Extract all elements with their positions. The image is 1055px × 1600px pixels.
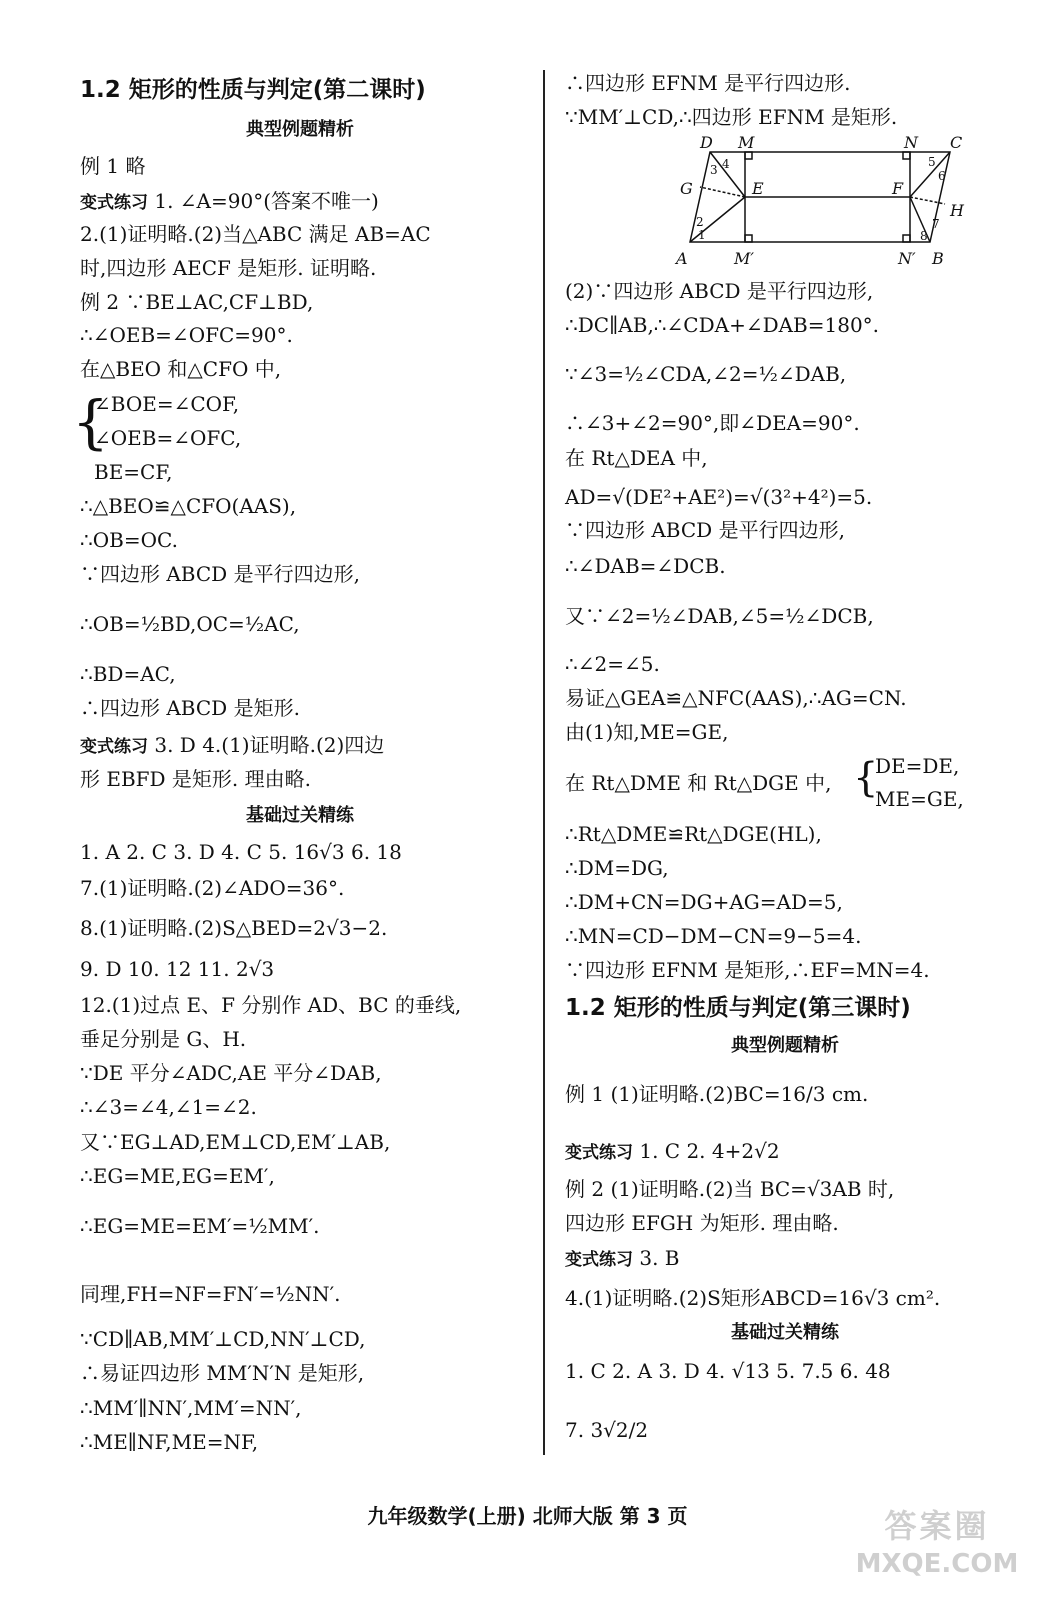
text-line: ∵四边形 ABCD 是平行四边形,	[565, 518, 845, 542]
angle-6: 6	[938, 169, 946, 183]
text-line: 变式练习 3. D 4.(1)证明略.(2)四边	[80, 733, 385, 757]
text-line: 又∵∠2=½∠DAB,∠5=½∠DCB,	[565, 604, 874, 628]
text-line: 1. C 2. A 3. D 4. √13 5. 7.5 6. 48	[565, 1359, 891, 1383]
text-line: ∴BD=AC,	[80, 662, 176, 686]
text-line: ∴∠3+∠2=90°,即∠DEA=90°.	[565, 411, 860, 435]
text-line: 由(1)知,ME=GE,	[565, 720, 729, 744]
subheading: 典型例题精析	[246, 119, 354, 140]
text-line: ∠OEB=∠OFC,	[94, 426, 242, 450]
text-line: 12.(1)过点 E、F 分别作 AD、BC 的垂线,	[80, 993, 462, 1017]
text-line: ∴Rt△DME≌Rt△DGE(HL),	[565, 822, 822, 846]
text-line: ∵∠3=½∠CDA,∠2=½∠DAB,	[565, 362, 847, 386]
text-line: 8.(1)证明略.(2)S△BED=2√3−2.	[80, 916, 388, 940]
angle-7: 7	[932, 217, 940, 231]
text-line: 例 2 ∵BE⊥AC,CF⊥BD,	[80, 290, 314, 314]
text-line: 2.(1)证明略.(2)当△ABC 满足 AB=AC	[80, 222, 431, 246]
text-line: ∴∠2=∠5.	[565, 652, 660, 676]
text-line: ∴DM+CN=DG+AG=AD=5,	[565, 890, 843, 914]
text-line: DE=DE,	[875, 754, 960, 778]
text-line: ∴∠DAB=∠DCB.	[565, 554, 726, 578]
label-M: M	[738, 133, 755, 152]
label-M-prime: M′	[734, 249, 755, 268]
text-line: ∴EG=ME=EM′=½MM′.	[80, 1214, 320, 1238]
text-line: (2)∵四边形 ABCD 是平行四边形,	[565, 279, 874, 303]
text-line: ∴EG=ME,EG=EM′,	[80, 1164, 275, 1188]
label-F: F	[892, 179, 904, 198]
label-N: N	[904, 133, 918, 152]
text-line: 例 1 (1)证明略.(2)BC=16/3 cm.	[565, 1082, 869, 1106]
brace: {	[853, 755, 879, 801]
text-line: ∠BOE=∠COF,	[94, 392, 240, 416]
text-line: 例 2 (1)证明略.(2)当 BC=√3AB 时,	[565, 1177, 895, 1201]
practice-label: 变式练习	[565, 1143, 633, 1163]
text-line: 7. 3√2/2	[565, 1418, 649, 1442]
angle-1: 1	[698, 228, 706, 242]
text-line: ∴MM′∥NN′,MM′=NN′,	[80, 1396, 302, 1420]
text-line: 变式练习 1. C 2. 4+2√2	[565, 1139, 780, 1163]
subheading: 典型例题精析	[731, 1035, 839, 1056]
text-line: ∵DE 平分∠ADC,AE 平分∠DAB,	[80, 1061, 382, 1085]
text-line: ∴MN=CD−DM−CN=9−5=4.	[565, 924, 862, 948]
text-line: 垂足分别是 G、H.	[80, 1027, 247, 1051]
subheading: 基础过关精练	[731, 1322, 839, 1343]
text-line: ∵CD∥AB,MM′⊥CD,NN′⊥CD,	[80, 1327, 366, 1351]
text-line: 4.(1)证明略.(2)S矩形ABCD=16√3 cm².	[565, 1286, 941, 1310]
text-line: ∴△BEO≌△CFO(AAS),	[80, 494, 297, 518]
watermark-logo	[837, 1505, 1037, 1595]
text-line: ∵四边形 ABCD 是平行四边形,	[80, 562, 360, 586]
label-G: G	[680, 179, 693, 198]
section-title: 1.2 矩形的性质与判定(第二课时)	[80, 77, 426, 103]
label-H: H	[950, 201, 964, 220]
text-line: ∴四边形 EFNM 是平行四边形.	[565, 71, 851, 95]
text-line: 易证△GEA≌△NFC(AAS),∴AG=CN.	[565, 686, 907, 710]
angle-3: 3	[710, 163, 718, 177]
label-E: E	[752, 179, 764, 198]
text-line: ∴DC∥AB,∴∠CDA+∠DAB=180°.	[565, 313, 880, 337]
text-line: ∴OB=½BD,OC=½AC,	[80, 612, 300, 636]
brace: {	[72, 388, 109, 456]
text-line: ∴DM=DG,	[565, 856, 669, 880]
text-line: 在 Rt△DME 和 Rt△DGE 中,	[565, 771, 832, 795]
text-line: 例 1 略	[80, 154, 146, 178]
parallelogram-figure	[670, 132, 990, 272]
text-line: ∴∠OEB=∠OFC=90°.	[80, 323, 293, 347]
text-line: 7.(1)证明略.(2)∠ADO=36°.	[80, 876, 345, 900]
angle-4: 4	[722, 157, 730, 171]
subheading: 基础过关精练	[246, 805, 354, 826]
text-line: ME=GE,	[875, 787, 964, 811]
text-line: 9. D 10. 12 11. 2√3	[80, 957, 275, 981]
text-line: 变式练习 3. B	[565, 1246, 680, 1270]
section-title: 1.2 矩形的性质与判定(第三课时)	[565, 995, 911, 1021]
label-A: A	[676, 249, 688, 268]
angle-8: 8	[920, 229, 928, 243]
watermark-url: MXQE.COM	[855, 1549, 1019, 1579]
text-line: ∴OB=OC.	[80, 528, 178, 552]
angle-2: 2	[696, 215, 704, 229]
text-line: 形 EBFD 是矩形. 理由略.	[80, 767, 311, 791]
text-line: 四边形 EFGH 为矩形. 理由略.	[565, 1211, 839, 1235]
label-C: C	[950, 133, 963, 152]
practice-label: 变式练习	[80, 737, 148, 757]
label-N-prime: N′	[898, 249, 916, 268]
text-line: ∴∠3=∠4,∠1=∠2.	[80, 1095, 257, 1119]
label-B: B	[932, 249, 944, 268]
watermark-text: 答案圈	[884, 1507, 990, 1545]
text-line: 同理,FH=NF=FN′=½NN′.	[80, 1282, 341, 1306]
angle-5: 5	[928, 155, 936, 169]
text-line: 时,四边形 AECF 是矩形. 证明略.	[80, 256, 377, 280]
practice-label: 变式练习	[565, 1250, 633, 1270]
text-line: BE=CF,	[94, 460, 173, 484]
text-line: ∴四边形 ABCD 是矩形.	[80, 696, 300, 720]
text-line: 在△BEO 和△CFO 中,	[80, 357, 282, 381]
text-line: ∴ME∥NF,ME=NF,	[80, 1430, 259, 1454]
text-line: ∵四边形 EFNM 是矩形,∴EF=MN=4.	[565, 958, 930, 982]
text-line: 变式练习 1. ∠A=90°(答案不唯一)	[80, 189, 379, 213]
label-D: D	[700, 133, 713, 152]
text-line: ∵MM′⊥CD,∴四边形 EFNM 是矩形.	[565, 105, 898, 129]
text-line: 在 Rt△DEA 中,	[565, 446, 708, 470]
text-line: ∴易证四边形 MM′N′N 是矩形,	[80, 1361, 365, 1385]
text-line: 1. A 2. C 3. D 4. C 5. 16√3 6. 18	[80, 840, 402, 864]
page-footer: 九年级数学(上册) 北师大版 第 3 页	[367, 1504, 688, 1528]
column-divider	[543, 70, 545, 1455]
text-line: AD=√(DE²+AE²)=√(3²+4²)=5.	[565, 485, 873, 509]
text-line: 又∵EG⊥AD,EM⊥CD,EM′⊥AB,	[80, 1130, 391, 1154]
practice-label: 变式练习	[80, 193, 148, 213]
